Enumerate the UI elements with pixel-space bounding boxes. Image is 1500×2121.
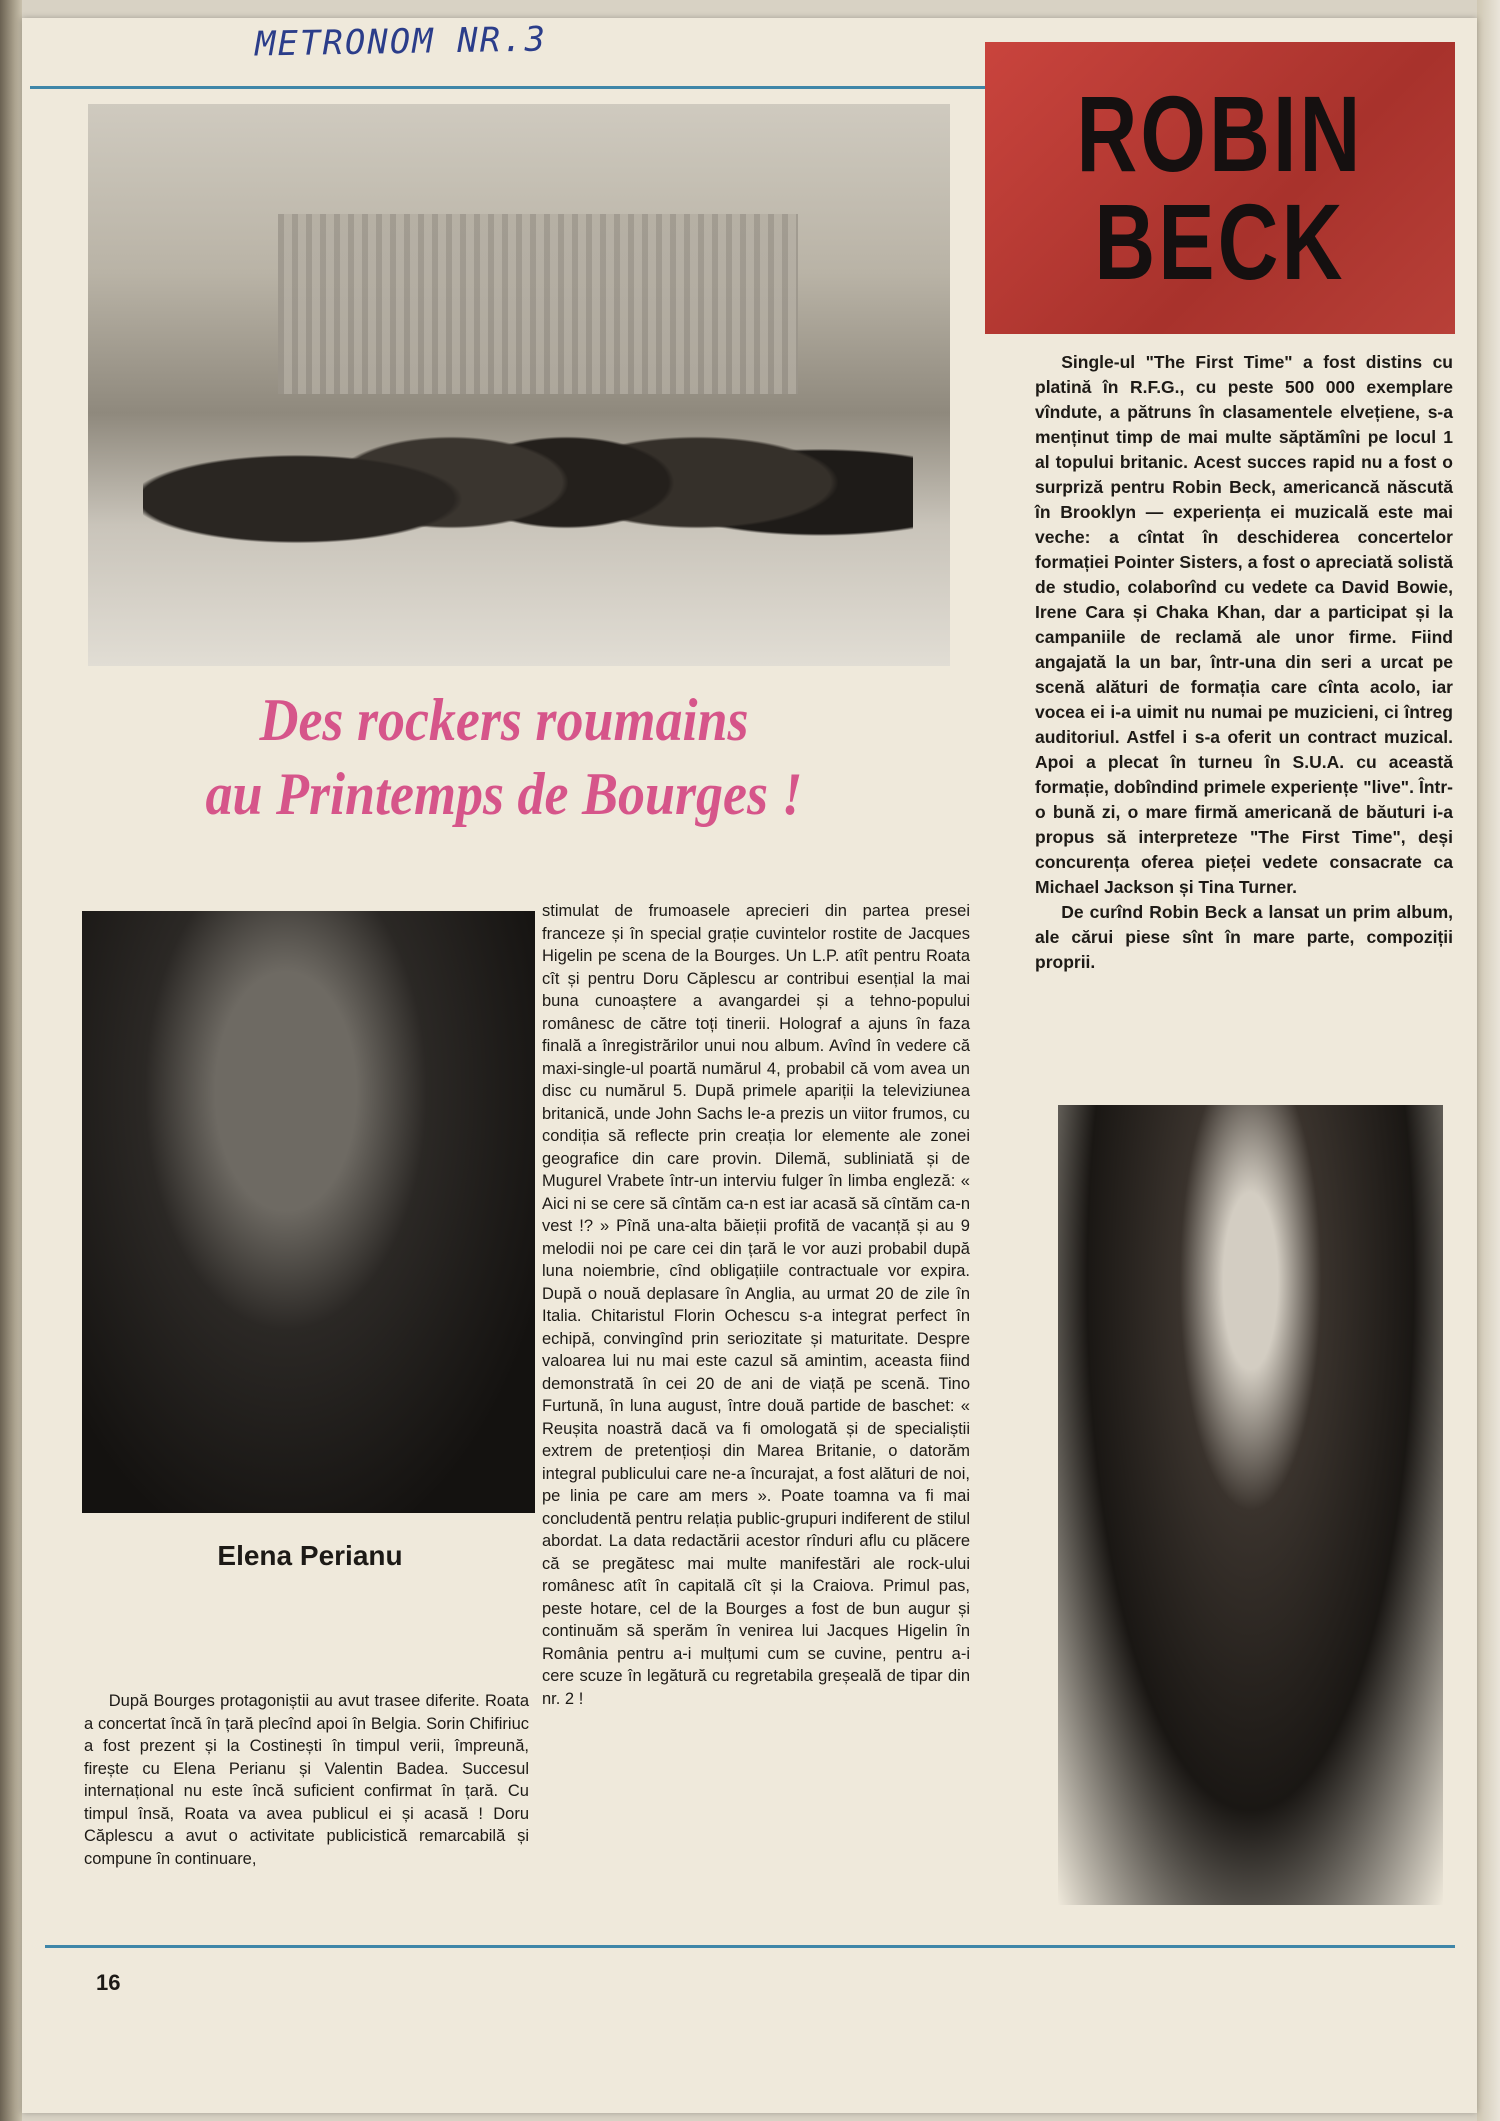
right-paragraph-2: De curînd Robin Beck a lansat un prim album, ale cărui piese sînt în mare parte, compoziții proprii.: [1035, 902, 1453, 972]
bottom-rule: [45, 1945, 1455, 1948]
page-number: 16: [96, 1970, 121, 1995]
handwritten-note: METRONOM NR.3: [254, 19, 548, 65]
headline: [135, 683, 873, 831]
band-members: [143, 334, 913, 664]
left-column: [84, 1690, 529, 1870]
left-text: După Bourges protagoniștii au avut trasee diferite. Roata a concertat încă în țară plecînd apoi în Belgia. Sorin Chifiriuc a fost prezent și la Costinești în timpul verii, împreună, firește cu Elena Perianu și Valentin Badea. Succesul internațional nu este încă suficient confirmat în țară. Cu timpul însă, Roata va avea publicul ei și acasă ! Doru Căplescu a avut o activitate publicistică remarcabilă și compune în continuare,: [84, 1692, 529, 1868]
page-edge: [1477, 0, 1500, 2121]
middle-text: stimulat de frumoasele aprecieri din partea presei franceze și în special grație cuvintelor rostite de Jacques Higelin pe scena de la Bourges. Un L.P. atît pentru Roata cît și pentru Doru Căplescu ar contribui esențial la mai buna cunoaștere a avangardei și a tehno-popului românesc de către toți tinerii. Holograf a ajuns în faza finală a înregistrărilor unui nou album. Avînd în vedere că maxi-single-ul poartă numărul 4, probabil că vom avea un disc cu numărul 5. După primele apariții la televiziunea britanică, unde John Sachs le-a prezis un viitor frumos, cu condiția să reflecte prin creația lor elemente ale zonei geografice din care provin. Dilemă, subliniată și de Mugurel Vrabete într-un interviu fulger în limba engleză: « Aici ni se cere să cîntăm ca-n est iar acasă să cîntăm ca-n vest !? » Pînă una-alta băieții profită de vacanță și au 9 melodii noi pe care cei din țară le vor auzi probabil după luna noiembrie, cînd obligațiile contractuale vor expira. După o nouă deplasare în Anglia, au urmat 20 de zile în Italia. Chitaristul Florin Ochescu s-a integrat perfect în echipă, convingînd prin seriozitate și maturitate. Despre valoarea lui nu mai este cazul să amintim, aceasta fiind demonstrată în cei 20 de ani de viață pe scenă. Tino Furtună, în luna august, între două partide de baschet: « Reușita noastră dacă va fi omologată și de specialiștii extrem de pretențioși din Marea Britanie, o datorăm integral publicului care ne-a încurajat, a fost alături de noi, pe linia pe care am mers ». Poate toamna va fi mai concludentă pentru relația public-grupuri indiferent de stilul abordat. La data redactării acestor rînduri aflu cu plăcere că se pregătesc mai multe manifestări ale rock-ului românesc atît în capitală cît și la Craiova. Primul pas, peste hotare, cel de la Bourges a fost de bun augur și continuăm să sperăm în venirea lui Jacques Higelin în România pentru a-i mulțumi cum se cuvine, pentru a-i cere scuze în legătură cu regretabila greșeală de tipar din nr. 2 !: [542, 902, 970, 1708]
banner-line-1: ROBIN: [1076, 73, 1364, 194]
band-photo: [88, 104, 950, 666]
right-column: [1035, 350, 1453, 975]
headline-line-2: au Printemps de Bourges !: [205, 761, 803, 827]
photo-caption: Elena Perianu: [217, 1540, 403, 1571]
headline-line-1: Des rockers roumains: [259, 687, 749, 753]
middle-column: [542, 900, 970, 1710]
robin-beck-photo: [1058, 1105, 1443, 1905]
singer-photo: [82, 911, 535, 1513]
banner-line-2: BECK: [1094, 181, 1346, 302]
right-paragraph-1: Single-ul "The First Time" a fost distins cu platină în R.F.G., cu peste 500 000 exemplare vîndute, a pătruns în clasamentele elvețiene, s-a menținut timp de mai multe săptămîni pe locul 1 al topului britanic. Acest succes rapid nu a fost o surpriză pentru Robin Beck, americancă născută în Brooklyn — experiența ei muzicală este mai veche: a cîntat în deschiderea concertelor formației Pointer Sisters, a fost o apreciată solistă de studio, colaborînd cu vedete ca David Bowie, Irene Cara și Chaka Khan, dar a participat și la campaniile de reclamă ale unor firme. Fiind angajată la un bar, într-una din seri a urcat pe scenă alături de formația care cînta acolo, iar vocea ei i-a uimit nu numai pe muzicieni, ci întreg auditoriul. Astfel i s-a oferit un contract muzical. Apoi a plecat în turneu în S.U.A. cu această formație, dobîndind primele experiențe "live". Într-o bună zi, o mare firmă americană de băuturi i-a propus să interpreteze "The First Time", deși concurența oferea pieței vedete consacrate ca Michael Jackson și Tina Turner.: [1035, 352, 1453, 897]
title-banner: [985, 42, 1455, 334]
magazine-spine: [0, 0, 22, 2121]
